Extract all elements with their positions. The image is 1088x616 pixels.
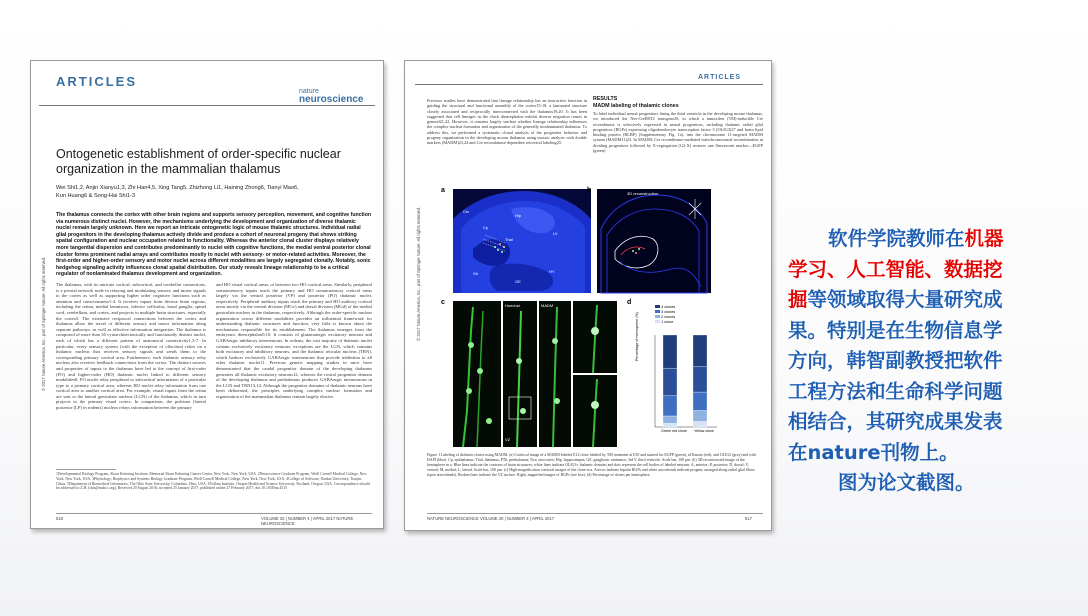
figure-panel-c [441, 299, 617, 447]
paper-page-left [30, 60, 384, 529]
description-highlight-1: 机器 [964, 227, 1004, 250]
journal-logo-bottom: neuroscience [299, 94, 364, 105]
description-line-7: 相结合，其研究成果发表 [788, 410, 1003, 433]
paper-page-right [404, 60, 772, 531]
description-highlight-3: 掘 [788, 288, 808, 311]
journal-logo [299, 88, 363, 104]
results-heading [593, 96, 763, 110]
fig-d-bar-segment [693, 335, 707, 366]
paper-title-line1: Ontogenetic establishment of order-specific nuclear [56, 147, 341, 161]
legend-4-clones: 4 clones [661, 305, 676, 309]
description-line-1-a: 软件学院教师在 [828, 227, 965, 250]
fig-d-bar-segment [693, 421, 707, 427]
fig-d-bar-segment [663, 335, 677, 368]
figure-a-image [453, 189, 591, 293]
paper-abstract: The thalamus connects the cortex with other brain regions and supports sensory perception, movement, and cognitive function via numerous distinct nuclei. However, the mechanisms underlying the development and organization of diverse thalamic nuclei remain largely unknown. Here we report an intricate ontogenetic logic of mouse thalamic structures. Individual radial glial progenitors in the developing thalamus actively divide and produce a cohort of neuronal progeny that shows striking spatial configuration and nuclear occupation related to functionality. Whereas the anterior clonal cluster displays relatively more tangential dispersion and contributes predominantly to nuclei with cognitive functions, the medial ventral posterior clonal cluster forms prominent radial arrays and contributes mostly to nuclei with sensory- or motor-related activities. Moreover, the first-order and higher-order sensory and motor nuclei across different modalities are largely segregated clonally. Notably, sonic hedgehog signaling activity influences clonal spatial distribution. Our study reveals lineage relationship to be a critical regulator of nonlaminated thalamus development and organization. [56, 212, 372, 278]
header-rule [39, 105, 375, 106]
page-number-left: 516 [56, 516, 63, 521]
intro-text: Previous studies have demonstrated that lineage relationship has an instructive function in guiding the structural and functional assembly of the cortex15-18, a laminated structure closely associated and reciprocally interconnected with the thalamus19,20. It has been suggested that cell lineages in the chick diencephalon exhibit diverse migration routes in general21,22. However, it remains largely unclear whether lineage relationship influences the complex nuclear formation and organization of the generally nonlaminated thalamus. To address this, we performed a systematic clonal analysis of the progenitor behavior and progeny organization in the developing mouse thalamus using mosaic analysis with double markers (MADM)23,24 and Cre recombinase-dependent retroviral labeling25. [427, 98, 587, 146]
description-line-9: 图为论文截图。 [838, 471, 975, 494]
journal-footer-left: VOLUME 20 | NUMBER 4 | APRIL 2017 NATURE NEUROSCIENCE [261, 516, 354, 526]
fig-d-bar-segment [693, 410, 707, 421]
articles-header: ARTICLES [56, 74, 137, 89]
description-line-4: 果。特别是在生物信息学 [788, 318, 1003, 342]
fig-a-label-ge: GE [515, 279, 521, 284]
body-column-2: and HO visual cortical areas, or between two HO cortical areas. Similarly, peripheral somatosensory inputs reach the primary and HO somatosensory cortical areas largely via the ventral posterior (VP) and posterior (PO) thalamic nuclei, respectively. Peripheral auditory inputs reach the primary and HO auditory cortical areas mostly via the ventral division (MGv) and dorsal division (MGd) of the medial geniculate nucleus in the thalamus, respectively. Although the order-specific nuclear organization across different modalities provides an influential framework for understanding thalamic structures and function, very little is known about the mechanisms responsible for its establishment. The thalamus emerges from the embryonic diencephalon9,10. It consists of glutamatergic excitatory neurons and GABAergic inhibitory interneurons. In rodents, the vast majority of thalamic nuclei contain exclusively excitatory neurons; exceptions are the LGN, which contains both excitatory and inhibitory neurons, and the thalamic reticular nucleus (TRN), which harbors exclusively GABAergic interneurons that provide inhibition to all other thalamic nuclei11. Previous genetic mapping studies in mice have demonstrated that the caudal progenitor domain of the developing thalamus generates all thalamic excitatory neurons12, whereas the rostral progenitor domain of the developing thalamus and prethalamus produces GABAergic interneurons in the LGN and TRN13,14. Although the progenitor domains of thalamic neurons have been delineated, the principles underlying complex nuclear formation and organization of the mammalian thalamus remain largely elusive. [216, 282, 372, 399]
fig-d-bar-segment [693, 392, 707, 410]
fig-c-label-madm: MADM [541, 303, 554, 308]
page-number-right: 517 [745, 516, 752, 521]
copyright-note-right: © 2017 Nature America, Inc., part of Springer Nature. All rights reserved. [416, 206, 421, 341]
legend-3-clones: 3 clones [661, 310, 676, 314]
description-line-3 [788, 285, 1053, 316]
footnote-rule [56, 469, 116, 470]
fig-c-label-hoechst: Hoechst [505, 303, 520, 308]
footer-rule [56, 513, 372, 514]
figure-c-image [453, 301, 617, 447]
fig-d-bar-segment [663, 416, 677, 423]
fig-d-xlabel-1: Green red clone [661, 429, 687, 433]
figure-panel-b [587, 187, 711, 293]
articles-header-right: ARTICLES [698, 74, 741, 81]
fig-d-bar-segment [693, 366, 707, 392]
description-line-2: 学习、人工智能、数据挖 [788, 257, 1003, 281]
paper-title [56, 147, 376, 177]
fig-a-label-lv: LV [553, 231, 558, 236]
authors-line2: Kun Huang6 & Song-Hai Shi1-3 [56, 192, 135, 199]
panel-label-c: c [441, 299, 445, 306]
fig-d-bar-segment [663, 423, 677, 427]
body-column-1: The thalamus, with its intricate cortical, subcortical, and cerebellar connections, is a pivotal network node in relaying and modulating sensory and motor signals to the cortex as well as supporting higher order cognitive functions such as attention and consciousness1-4. It receives inputs from diverse brain regions, including the retina, medial lemniscus, inferior colliculus, basal ganglia, spinal cord, cerebellum, and cortex, and projects to multiple brain structures, especially the cortex5. The extensive reciprocal connections between the cortex and thalamus allow the travel of different sensory and motor information along separate pathways, as well as effective information integration. The thalamus is composed of more than 30 cytoarchitectonically and functionally distinct nuclei, each of which has a different pattern of anatomical connectivity1,3-7. In particular, every sensory system (with the exception of olfaction) relies on a thalamic nucleus that receives sensory signals and sends them to the corresponding primary cortical area. Furthermore, each thalamic sensory relay nucleus also receives feedback connections from the cortex. The distinct sources and properties of inputs to the thalamus have led to the concept of first-order (FO) and higher-order (HO) thalamic nuclei linked to different sensory modalities8. FO nuclei relay peripheral or subcortical information of a particular type to a primary cortical area, whereas HO nuclei relay information from one cortical area to another cortical area. For example, visual inputs from the retina are sent to the lateral geniculate nucleus (LGN) of the thalamus, which in turn projects to the primary visual cortex. In comparison, the pulvinar (lateral posterior (LP) in rodents) nucleus relays information between the primary [56, 282, 206, 411]
copyright-note: © 2017 Nature America, Inc., part of Springer Nature. All rights reserved. [41, 256, 46, 391]
fig-b-title: 3D reconstruction [627, 191, 659, 196]
results-subtitle: MADM labeling of thalamic clones [593, 103, 679, 109]
fig-d-bar-segment [663, 368, 677, 396]
figure-b-image [597, 189, 711, 293]
description-line-8: 在nature刊物上。 [788, 440, 959, 464]
legend-1-clone: 1 clone [661, 320, 674, 324]
journal-logo-top: nature [299, 88, 319, 95]
journal-footer-right: NATURE NEUROSCIENCE VOLUME 20 | NUMBER 4 | APRIL 2017 [427, 516, 555, 521]
fig-a-label-thal: Thal [505, 237, 513, 242]
authors-line1: Wei Shi1,2, Anjin Xianyu1,3, Zhi Han4,5, Xing Tang5, Zhizhong Li1, Haining Zhong6, Tianyi Mao6, [56, 185, 299, 191]
paper-authors [56, 185, 376, 200]
fig-a-label-hip: Hip [515, 213, 522, 218]
description-line-6: 工程方法和生命科学问题 [788, 379, 1003, 403]
fig-a-label-cp: Cp [483, 225, 489, 230]
results-title: RESULTS [593, 96, 618, 102]
fig-c-label-vz: VZ [505, 437, 511, 442]
legend-2-clones: 2 clones [661, 315, 676, 319]
panel-label-d: d [627, 299, 632, 306]
fig-a-label-hy: HY [549, 269, 555, 274]
panel-label-b: b [587, 187, 592, 194]
footnotes: 1Developmental Biology Program, Sloan Kettering Institute, Memorial Sloan Kettering Cancer Center, New York, New York, USA. 2Neuroscience Graduate Program, Weill Cornell Medical College, New York, New York, USA. 3Physiology, Biophysics and Systems Biology Graduate Program, Weill Cornell Medical College, New York, New York, USA. 4College of Software, Nankai University, Tianjin, China. 5Department of Biomedical Informatics, The Ohio State University, Columbus, Ohio, USA. 6Vollum Institute, Oregon Health and Science University, Portland, Oregon, USA. Correspondence should be addressed to Z.H. (shis@mskcc.org). Received 20 August 2016; accepted 25 January 2017; published online 27 February 2017; doi:10.1038/nn.4515 [56, 472, 370, 491]
fig-a-label-str: Str [473, 271, 479, 276]
fig-d-ylabel: Percentage of hemisphere (%) [635, 312, 639, 361]
figure-caption: Figure 1 Labeling of thalamic clones using MADM. (a) Confocal image of a MADM-labeled E12 clone labeled by TM treatment at E10 and stained for EGFP (green), tdTomato (red), and OLIG3 (gray) and with DAPI (blue). Cp, epithalamus; Thal, thalamus; PTh, prethalamus; Nca, neocortex; Hip, hippocampus; GE, ganglionic eminence; 3rd V, third ventricle. Scale bar, 100 μm. (b) 3D reconstructed image of the hemisphere in a. Blue lines indicate the contours of brain structures; white lines indicate OLIG3+ thalamic domain; and dots represent the cell bodies of labeled neurons. A, anterior; P, posterior; D, dorsal; V, ventral; M, medial; L, lateral. Scale bar, 100 μm. (c) High-magnification confocal images of the clone in a. Arrows indicate bipolar RGPs and white arrowheads indicate progeny arranged along radial glial fibers (open arrowheads). Broken lines indicate the VZ surface. Right, magnified images of RGPs (see box). (d) Percentage of clones per hemisphere. [427, 453, 757, 477]
header-rule-right [415, 84, 763, 85]
fig-d-bar-segment [663, 396, 677, 416]
slide-description [788, 224, 1053, 499]
fig-a-label-ctx: Ctx [463, 209, 469, 214]
description-line-1 [788, 224, 1053, 255]
panel-label-a: a [441, 187, 445, 194]
description-line-5: 方向，韩智副教授把软件 [788, 349, 1003, 372]
paper-title-line2: organization in the mammalian thalamus [56, 162, 281, 176]
results-text: To label individual neural progenitors lining the third ventricle in the developing mouse thalamus, we introduced the Nes-CreERT2 transgene26, in which a tamoxifen (TM)-inducible Cre recombinase is selectively expressed in neural progenitors, including thalamic radial glial progenitors (RGPs) expressing oligodendrocyte transcription factor 3 (OLIG3)27 and brain lipid binding protein (BLBP) (Supplementary Fig. 1a), into the chromosome 11-targeted MADM system (MADM11)23. In MADM, Cre recombinase-mediated interchromosomal recombination in dividing progenitors followed by X-segregation (G2-X) restores one fluorescent marker—EGFP (green) [593, 111, 763, 154]
description-line-3-b: 等领域取得大量研究成 [807, 288, 1003, 311]
figure-panel-d [627, 299, 721, 451]
fig-d-xlabel-2: Yellow clone [694, 429, 714, 433]
footer-rule-right [427, 513, 763, 514]
figure-panel-a [441, 187, 591, 293]
